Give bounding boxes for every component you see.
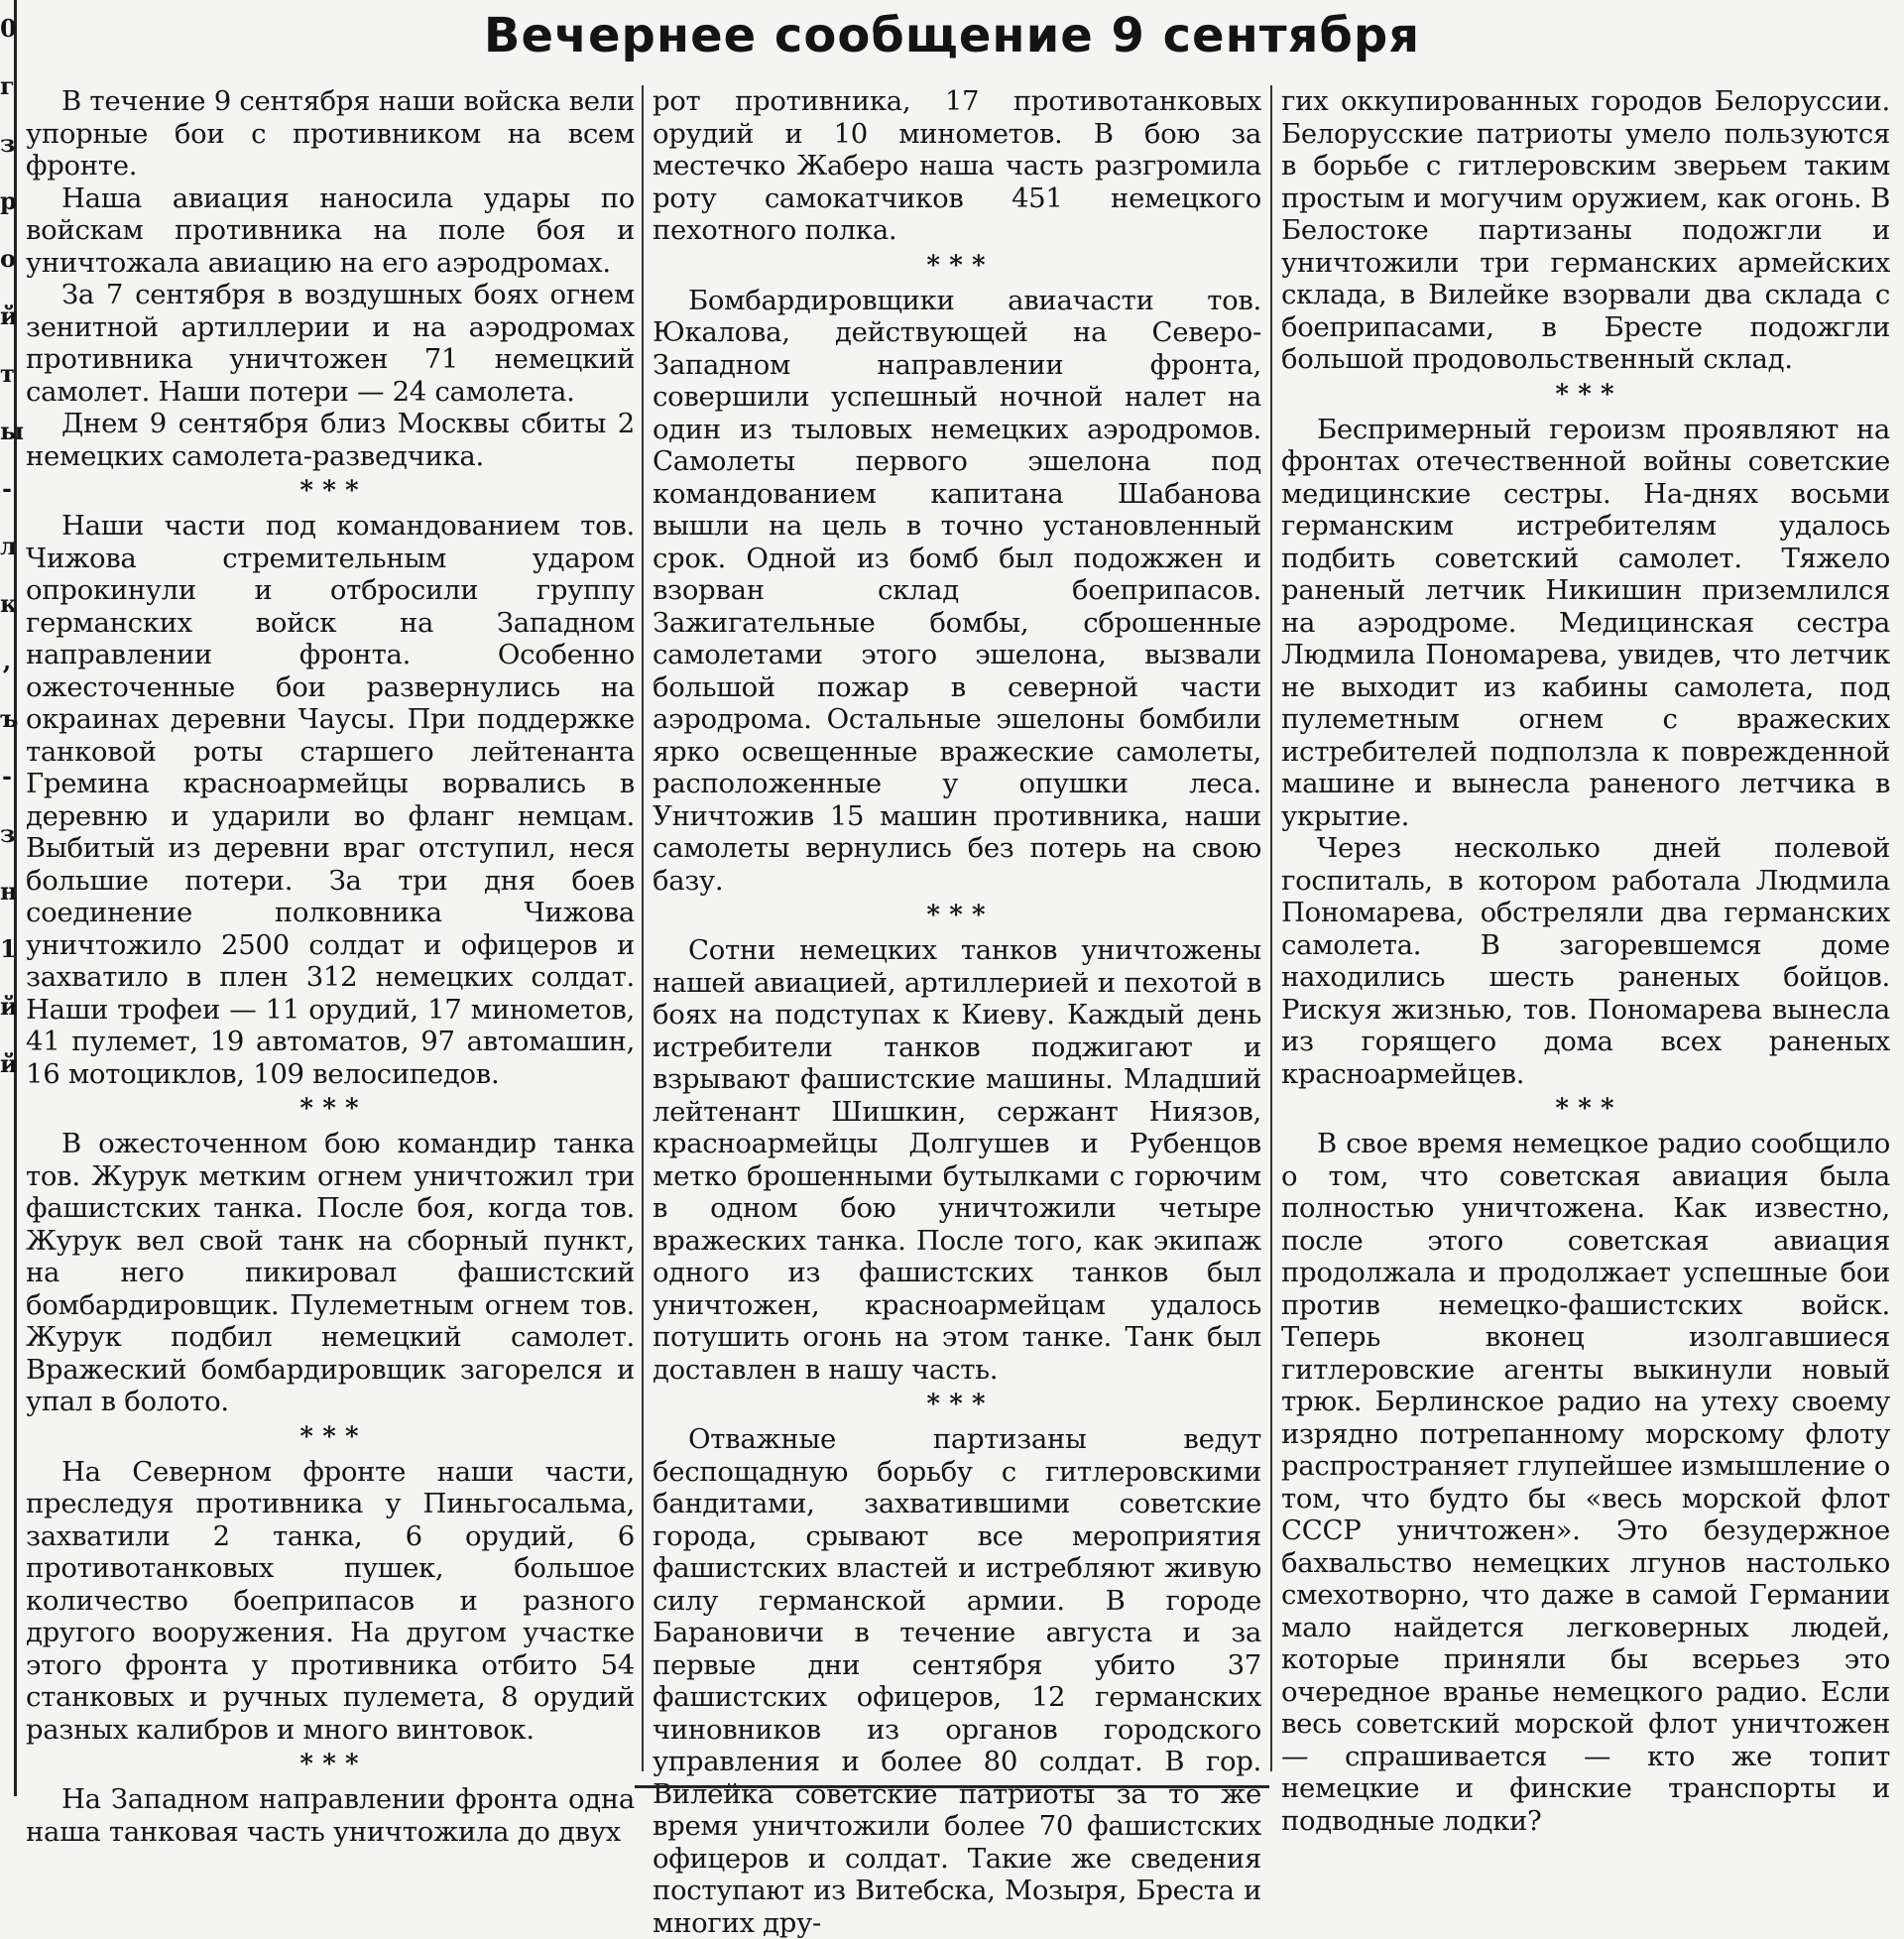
paragraph: Бомбардировщики авиачасти тов. Юкалова, действующей на Северо-Западном направлении фронта, совершили успешный ночной налет на один из тыловых немецких аэродромов. Самолеты первого эшелона под командованием капитана Шабанова вышли на цель в точно установленный срок. Одной из бомб был подожжен и взорван склад боеприпасов. Зажигательные бомбы, сброшенные самолетами этого эшелона, вызвали большой пожар в северной части аэродрома. Остальные эшелоны бомбили ярко освещенные вражеские самолеты, расположенные у опушки леса. Уничтожив 15 машин противника, наши самолеты вернулись без потерь на свою базу. [653,284,1261,897]
paragraph: Наши части под командованием тов. Чижова стремительным ударом опрокинули и отбросили группу германских войск на Западном направлении фронта. Особенно ожесточенные бои развернулись на окраинах деревни Чаусы. При поддержке танковой роты старшего лейтенанта Гремина красноармейцы ворвались в деревню и ударили во фланг немцам. Выбитый из деревни враг отступил, неся большие потери. За три дня боев соединение полковника Чижова уничтожило 2500 солдат и офицеров и захватило в плен 312 немецких солдат. Наши трофеи — 11 орудий, 17 минометов, 41 пулемет, 19 автоматов, 97 автомашин, 16 мотоциклов, 109 велосипедов. [26,510,635,1090]
margin-fragment: т [0,359,15,388]
column-rule [642,85,644,1771]
margin-fragment: й [0,992,18,1021]
margin-fragment: г [0,71,15,100]
margin-fragment: й [0,302,18,330]
section-separator: * * * [926,901,988,930]
section-separator: * * * [299,1094,361,1124]
margin-fragment: о [0,244,17,273]
paragraph: Днем 9 сентября близ Москвы сбиты 2 немецких самолета-разведчика. [26,408,635,472]
paragraph: Отважные партизаны ведут беспощадную борьбу с гитлеровскими бандитами, захватившими советские города, срывают все мероприятия фашистских властей и истребляют живую силу германской армии. В городе Барановичи в течение августа и за первые дни сентября убито 37 фашистских офицеров, 12 германских чиновников из органов городского управления и более 80 солдат. В гор. Вилейка советские патриоты за то же время уничтожили более 70 фашистских офицеров и солдат. Такие же сведения поступают из Витебска, Мозыря, Бреста и многих дру- [653,1423,1261,1939]
margin-fragment: ъ [0,704,19,733]
margin-fragment: й [0,1049,18,1078]
column-1 [26,85,635,1848]
paragraph: На Западном направлении фронта одна наша танковая часть уничтожила до двух [26,1783,635,1848]
paragraph: За 7 сентября в воздушных боях огнем зенитной артиллерии и на аэродромах противника уничтожен 71 немецкий самолет. Наши потери — 24 самолета. [26,279,635,408]
margin-fragment: н [0,877,18,906]
section-separator: * * * [299,1750,361,1779]
margin-fragment: р [0,186,17,215]
section-separator: * * * [1555,379,1616,410]
section-separator: * * * [299,476,361,506]
margin-fragment: - [2,474,12,503]
paragraph: Наша авиация наносила удары по войскам противника на поле боя и уничтожала авиацию на его аэродромах. [26,182,635,279]
margin-fragment: ы [0,417,25,445]
paragraph: гих оккупированных городов Белоруссии. Белорусские патриоты умело пользуются в борьбе с гитлеровским зверьем таким простым и могучим оружием, как огонь. В Белостоке партизаны подожгли и уничтожили три германских армейских склада, в Вилейке взорвали два склада с боеприпасами, в Бресте подожгли большой продовольственный склад. [1281,85,1890,375]
paragraph: рот противника, 17 противотанковых орудий и 10 минометов. В бою за местечко Жаберо наша часть разгромила роту самокатчиков 451 немецкого пехотного полка. [653,85,1261,246]
margin-fragment: 1 [0,934,17,963]
section-separator: * * * [926,1390,988,1419]
margin-fragment: к [0,589,18,618]
column-rule [1270,85,1272,1771]
paragraph: В течение 9 сентября наши войска вели упорные бои с противником на всем фронте. [26,85,635,182]
paragraph: Беспримерный героизм проявляют на фронтах отечественной войны советские медицинские сестры. На-днях восьми германским истребителям удалось подбить советский самолет. Тяжело раненый летчик Никишин приземлился на аэродроме. Медицинская сестра Людмила Пономарева, увидев, что летчик не выходит из кабины самолета, под пулеметным огнем с вражеских истребителей подползла к поврежденной машине и вынесла раненого летчика в укрытие. [1281,413,1890,832]
paragraph: На Северном фронте наши части, преследуя противника у Пиньгосальма, захватили 2 танка, 6 орудий, 6 противотанковых пушек, большое количество боеприпасов и разного другого вооружения. На другом участке этого фронта у противника отбито 54 станковых и ручных пулемета, 8 орудий разных калибров и много винтовок. [26,1455,635,1746]
column-3 [1281,85,1890,1837]
bottom-rule [635,1785,1269,1788]
margin-fragment: з [0,819,16,848]
margin-fragment: л [0,532,17,560]
left-margin-strip [0,0,25,1796]
paragraph: В ожесточенном бою командир танка тов. Журук метким огнем уничтожил три фашистских танка. После боя, когда тов. Журук вел свой танк на сборный пункт, на него пикировал фашистский бомбардировщик. Пулеметным огнем тов. Журук подбил немецкий самолет. Вражеский бомбардировщик загорелся и упал в болото. [26,1128,635,1417]
headline: Вечернее сообщение 9 сентября [483,8,1421,63]
margin-fragment: , [2,647,12,675]
paragraph: Сотни немецких танков уничтожены нашей авиацией, артиллерией и пехотой в боях на подступах к Киеву. Каждый день истребители танков поджигают и взрывают фашистские машины. Младший лейтенант Шишкин, сержант Ниязов, красноармейцы Долгушев и Рубенцов метко брошенными бутылками с горючим в одном бою уничтожили четыре вражеских танка. После того, как экипаж одного из фашистских танков был уничтожен, красноармейцам удалось потушить огонь на этом танке. Танк был доставлен в нашу часть. [653,934,1261,1386]
column-2 [653,85,1261,1939]
section-separator: * * * [299,1421,361,1452]
paragraph: В свое время немецкое радио сообщило о том, что советская авиация была полностью уничтожена. Как известно, после этого советская авиация продолжала и продолжает успешные бои против немецко-фашистских войск. Теперь вконец изолгавшиеся гитлеровские агенты выкинули новый трюк. Берлинское радио на утеху своему изрядно потрепанному морскому флоту распространяет глупейшее измышление о том, что будто бы «весь морской флот СССР уничтожен». Это безудержное бахвальство немецких лгунов настолько смехотворно, что даже в самой Германии мало найдется легковерных людей, которые приняли бы всерьез это очередное вранье немецкого радио. Если весь советский морской флот уничтожен — спрашивается — кто же топит немецкие и финские транспорты и подводные лодки? [1281,1128,1890,1837]
margin-fragment: з [0,129,16,158]
margin-fragment: - [2,762,12,790]
paragraph: Через несколько дней полевой госпиталь, в котором работала Людмила Пономарева, обстреляли два германских самолета. В загоревшемся доме находились шесть раненых бойцов. Рискуя жизнью, тов. Пономарева вынесла из горящего дома всех раненых красноармейцев. [1281,832,1890,1090]
margin-fragment: 0 [0,14,17,43]
section-separator: * * * [1555,1094,1616,1124]
section-separator: * * * [926,250,988,281]
